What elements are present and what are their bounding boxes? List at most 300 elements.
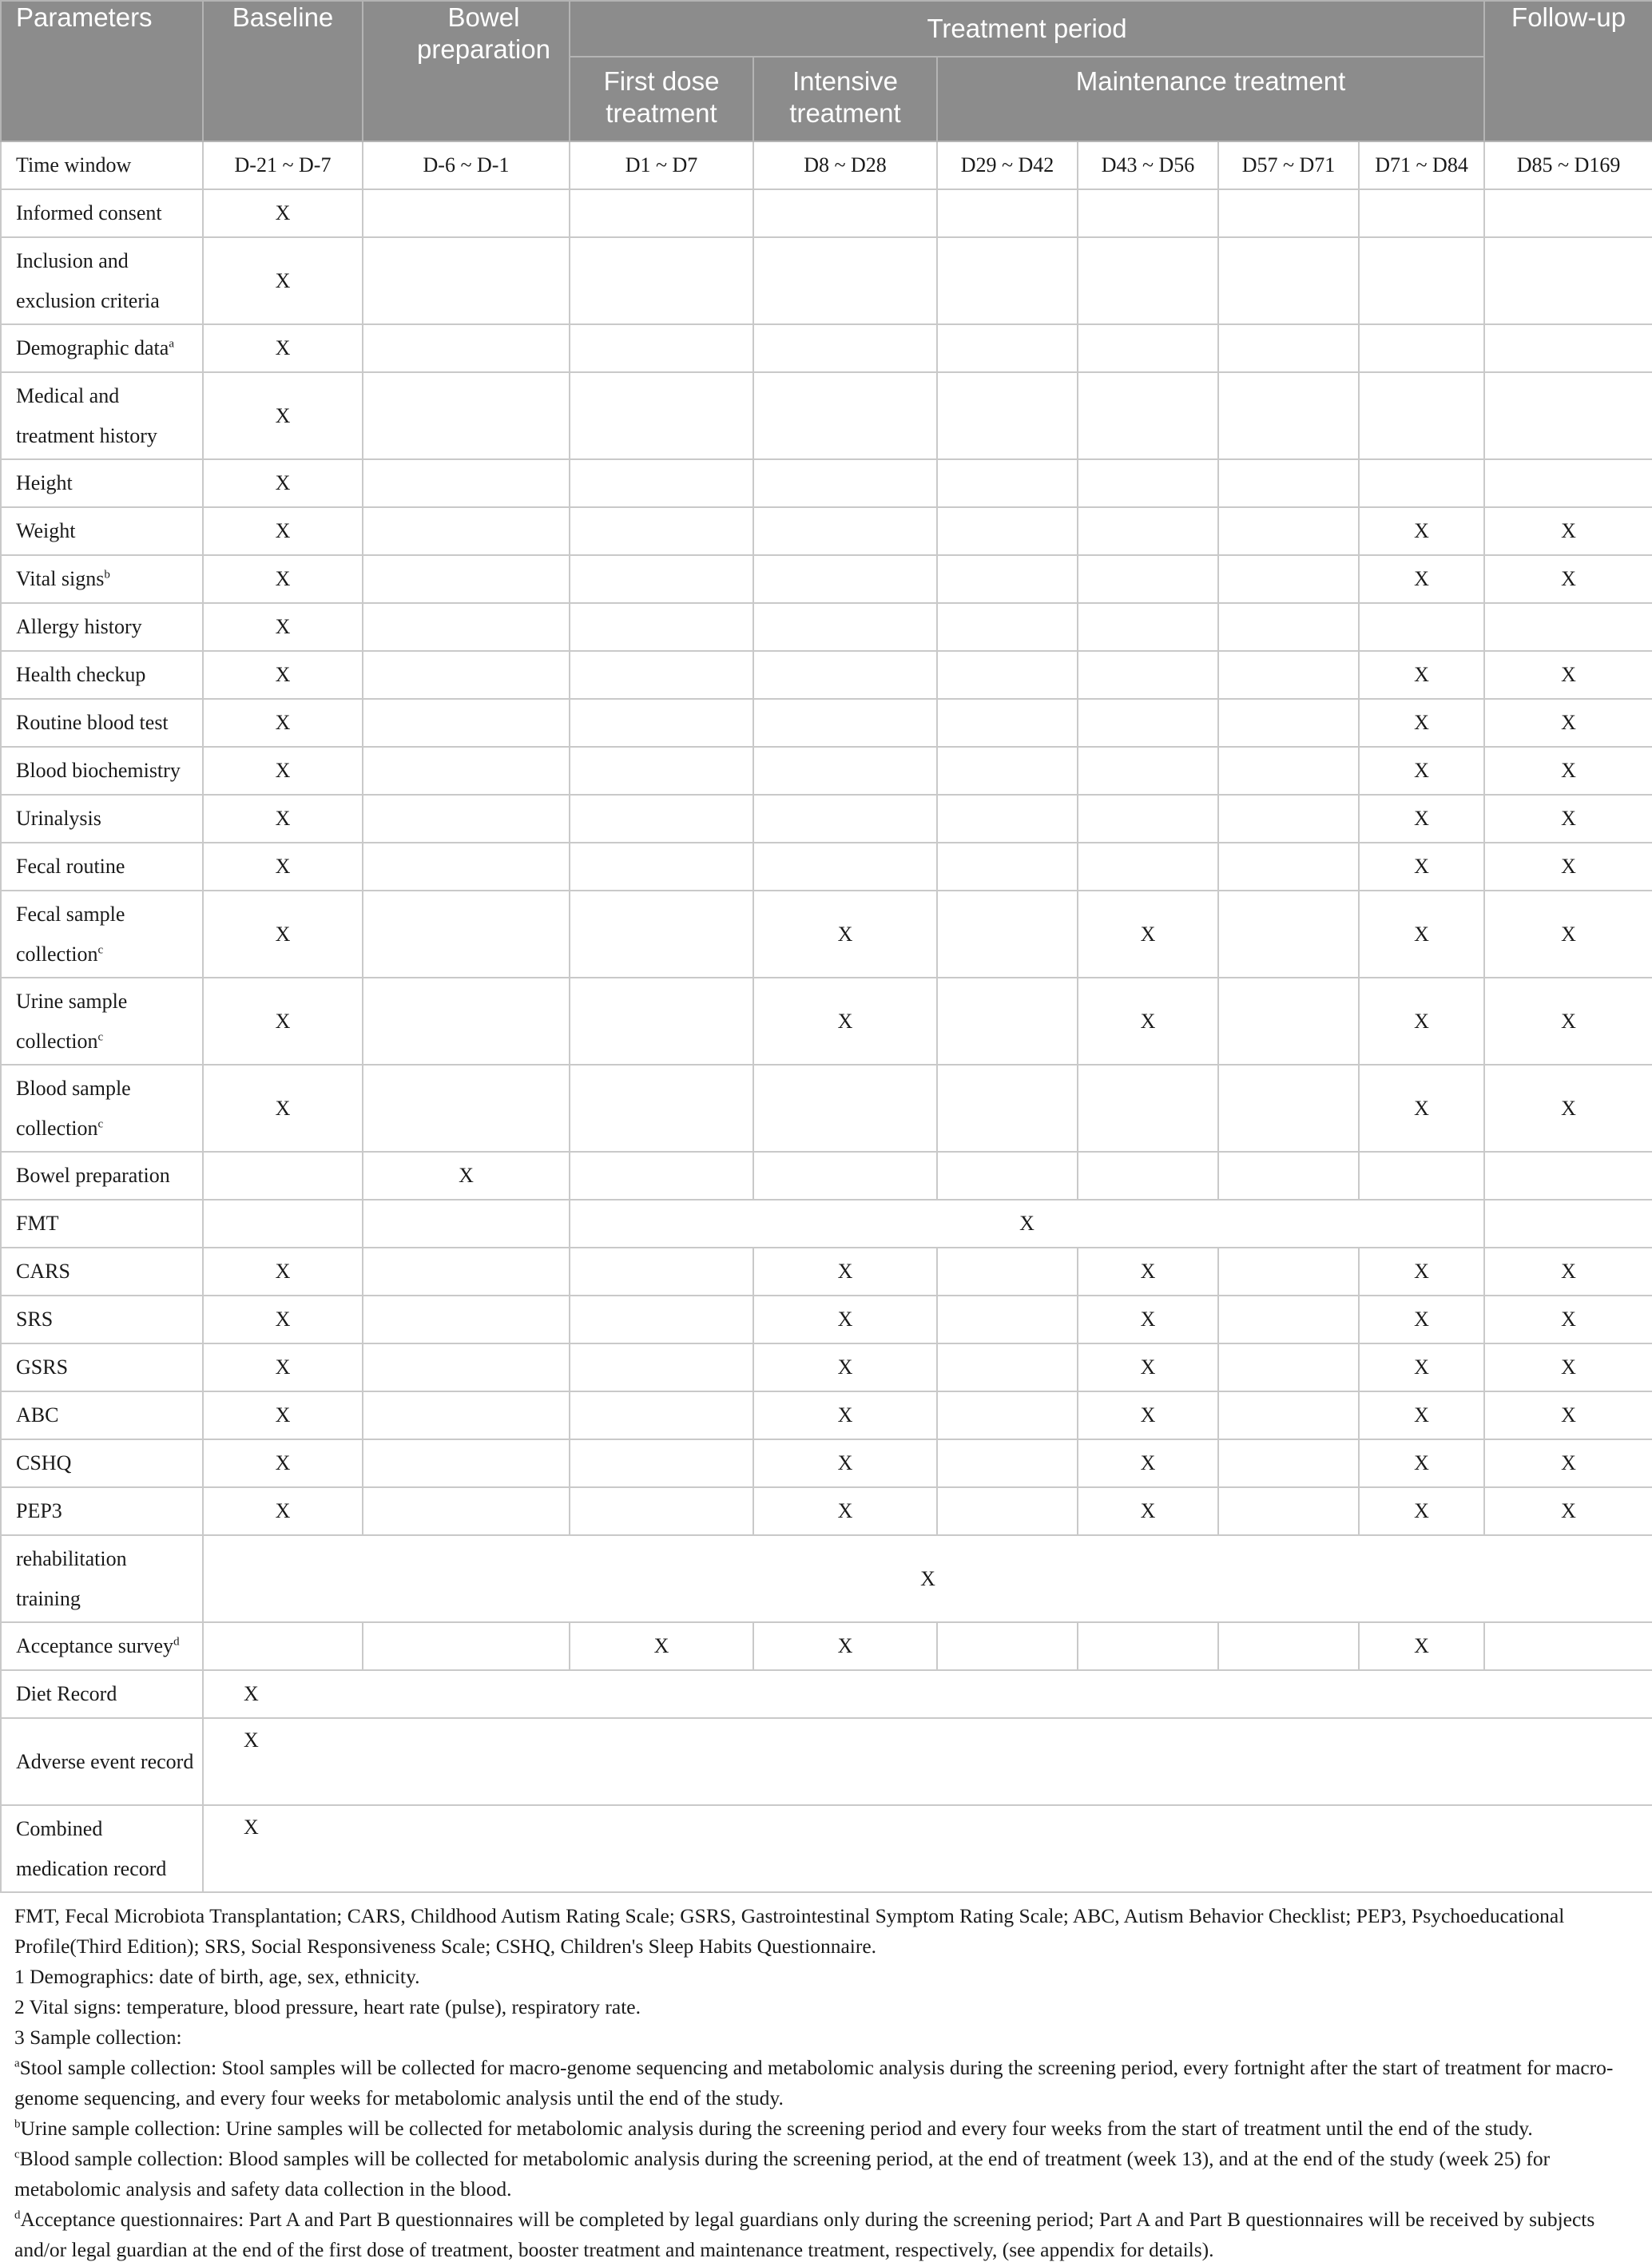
- table-cell: [1218, 1439, 1359, 1487]
- table-cell: [937, 1152, 1078, 1200]
- table-cell: [937, 1248, 1078, 1296]
- table-row: [1, 1622, 1652, 1670]
- table-row: [1, 699, 1652, 747]
- table-cell: X: [753, 1343, 937, 1391]
- table-cell: [363, 1622, 570, 1670]
- table-cell: [1078, 555, 1218, 603]
- table-cell: [363, 843, 570, 891]
- table-cell: X: [1484, 507, 1652, 555]
- footnote-text: 1 Demographics: date of birth, age, sex, ethnicity.: [14, 1965, 420, 1988]
- table-cell: [1078, 699, 1218, 747]
- table-cell: X: [203, 1296, 363, 1343]
- table-cell: X: [1484, 1296, 1652, 1343]
- table-cell: [937, 372, 1078, 459]
- table-cell: X: [1078, 1391, 1218, 1439]
- table-cell: [753, 372, 937, 459]
- row-label: [1, 843, 203, 891]
- row-label-text: PEP3: [16, 1499, 62, 1522]
- table-cell: [570, 324, 753, 372]
- table-cell: [753, 603, 937, 651]
- row-label: [1, 1248, 203, 1296]
- footnote: [14, 2204, 1636, 2265]
- table-cell: X: [203, 507, 363, 555]
- table-cell: [937, 459, 1078, 507]
- table-cell: [363, 555, 570, 603]
- row-label-text: Weight: [16, 519, 76, 542]
- row-label-text: Demographic data: [16, 336, 169, 359]
- row-label: [1, 507, 203, 555]
- table-cell: [753, 555, 937, 603]
- table-cell: X: [203, 1439, 363, 1487]
- table-cell: X: [753, 1487, 937, 1535]
- table-cell: X: [1359, 747, 1484, 795]
- header-follow-up: Follow-up: [1484, 1, 1652, 141]
- table-cell: X: [570, 1622, 753, 1670]
- row-label: [1, 1391, 203, 1439]
- table-cell: X: [203, 978, 363, 1065]
- table-row: [1, 1439, 1652, 1487]
- table-cell: X: [1359, 1439, 1484, 1487]
- table-cell: [1218, 1296, 1359, 1343]
- row-label: [1, 795, 203, 843]
- table-cell: X: [753, 1439, 937, 1487]
- table-cell: X: [1078, 1296, 1218, 1343]
- table-cell: X: [203, 1391, 363, 1439]
- table-cell: [753, 1152, 937, 1200]
- table-cell: [363, 507, 570, 555]
- table-cell: [1359, 459, 1484, 507]
- table-cell: [937, 795, 1078, 843]
- table-cell: [1078, 1065, 1218, 1152]
- table-row: [1, 1065, 1652, 1152]
- header-baseline: Baseline: [203, 1, 363, 141]
- table-row: [1, 1296, 1652, 1343]
- table-cell: [1078, 747, 1218, 795]
- row-label-text: Bowel preparation: [16, 1164, 170, 1187]
- table-cell: X: [1359, 891, 1484, 978]
- table-cell: X: [1484, 555, 1652, 603]
- table-cell: X: [753, 1391, 937, 1439]
- table-cell: [363, 891, 570, 978]
- table-cell: X: [1484, 795, 1652, 843]
- row-label: [1, 141, 203, 189]
- row-label: [1, 747, 203, 795]
- table-cell: [1359, 1152, 1484, 1200]
- table-cell: X: [1359, 795, 1484, 843]
- row-label: [1, 324, 203, 372]
- footnote: [14, 2022, 1636, 2053]
- row-label: [1, 1718, 203, 1805]
- table-cell: [570, 372, 753, 459]
- row-label-text: rehabilitation training: [16, 1546, 127, 1610]
- table-cell: X: [203, 1343, 363, 1391]
- table-cell: [1218, 1487, 1359, 1535]
- row-label-text: CSHQ: [16, 1451, 72, 1474]
- table-cell: X: [203, 699, 363, 747]
- table-cell: X: [1484, 1391, 1652, 1439]
- row-label: [1, 1805, 203, 1892]
- table-cell: [363, 1200, 570, 1248]
- table-cell: [1218, 747, 1359, 795]
- table-cell: [570, 1296, 753, 1343]
- table-cell: [570, 891, 753, 978]
- table-cell: [1218, 843, 1359, 891]
- table-cell: X: [203, 372, 363, 459]
- row-label-text: Blood biochemistry: [16, 759, 181, 782]
- row-label-text: Combined medication record: [16, 1816, 167, 1880]
- row-label-text: Health checkup: [16, 663, 146, 686]
- row-label: [1, 237, 203, 324]
- row-label: [1, 651, 203, 699]
- table-row: [1, 237, 1652, 324]
- table-cell: [1218, 324, 1359, 372]
- header-maintenance: Maintenance treatment: [937, 57, 1484, 141]
- table-cell: [570, 1391, 753, 1439]
- header-first-dose: First dose treatment: [570, 57, 753, 141]
- table-row: [1, 1152, 1652, 1200]
- table-cell: [1078, 651, 1218, 699]
- table-cell: X: [570, 1200, 1484, 1248]
- table-cell: [937, 1391, 1078, 1439]
- table-cell: [1484, 324, 1652, 372]
- table-cell: X: [1359, 699, 1484, 747]
- table-cell: [1359, 189, 1484, 237]
- table-row: [1, 555, 1652, 603]
- footnote-marker: a: [169, 337, 174, 351]
- table-cell: X: [753, 891, 937, 978]
- table-body: [1, 141, 1652, 1892]
- table-cell: X: [753, 1248, 937, 1296]
- row-label-text: SRS: [16, 1308, 54, 1331]
- table-row: [1, 324, 1652, 372]
- table-cell: D29 ~ D42: [937, 141, 1078, 189]
- table-row: [1, 1535, 1652, 1622]
- table-cell: [1359, 237, 1484, 324]
- row-label: [1, 1343, 203, 1391]
- table-row: [1, 978, 1652, 1065]
- table-cell: [203, 1200, 363, 1248]
- table-cell: X: [1359, 1622, 1484, 1670]
- table-cell: [937, 1343, 1078, 1391]
- row-label-text: Blood sample collection: [16, 1076, 131, 1140]
- table-cell: X: [1484, 1439, 1652, 1487]
- table-cell: [1484, 1622, 1652, 1670]
- footnote-text: 2 Vital signs: temperature, blood pressure, heart rate (pulse), respiratory rate.: [14, 1995, 641, 2018]
- row-label-text: Vital signs: [16, 567, 105, 590]
- table-cell: X: [203, 1805, 1652, 1892]
- table-cell: [1078, 507, 1218, 555]
- table-cell: X: [1359, 555, 1484, 603]
- footnote-marker: b: [14, 2117, 21, 2131]
- table-cell: [570, 1152, 753, 1200]
- table-cell: X: [203, 189, 363, 237]
- row-label: [1, 459, 203, 507]
- row-label: [1, 189, 203, 237]
- table-cell: X: [1359, 1343, 1484, 1391]
- table-cell: X: [1359, 1487, 1484, 1535]
- table-cell: [1218, 651, 1359, 699]
- table-cell: X: [1078, 978, 1218, 1065]
- table-row: [1, 795, 1652, 843]
- table-cell: [1078, 372, 1218, 459]
- table-cell: [363, 372, 570, 459]
- table-cell: [937, 1439, 1078, 1487]
- table-cell: X: [753, 1622, 937, 1670]
- row-label-text: Time window: [16, 153, 132, 177]
- table-cell: [753, 507, 937, 555]
- table-cell: [570, 843, 753, 891]
- row-label-text: Height: [16, 471, 73, 494]
- table-cell: [1218, 603, 1359, 651]
- table-cell: X: [753, 978, 937, 1065]
- table-cell: X: [203, 237, 363, 324]
- table-cell: [753, 699, 937, 747]
- table-cell: [1078, 459, 1218, 507]
- row-label-text: Diet Record: [16, 1682, 117, 1705]
- footnote-marker: c: [97, 1030, 104, 1043]
- table-cell: [1359, 324, 1484, 372]
- table-cell: X: [1484, 1487, 1652, 1535]
- table-cell: D-21 ~ D-7: [203, 141, 363, 189]
- row-label-text: CARS: [16, 1260, 70, 1283]
- table-cell: [1484, 1152, 1652, 1200]
- table-cell: X: [203, 843, 363, 891]
- table-row: [1, 141, 1652, 189]
- table-cell: [753, 1065, 937, 1152]
- table-cell: X: [203, 747, 363, 795]
- table-cell: [363, 795, 570, 843]
- table-cell: [1218, 699, 1359, 747]
- table-cell: [570, 1248, 753, 1296]
- table-cell: [1218, 237, 1359, 324]
- table-cell: [570, 603, 753, 651]
- table-cell: [363, 1439, 570, 1487]
- table-cell: [363, 1391, 570, 1439]
- row-label-text: Adverse event record: [16, 1749, 194, 1773]
- table-cell: [937, 237, 1078, 324]
- footnote: [14, 2113, 1636, 2144]
- table-cell: [1359, 372, 1484, 459]
- table-cell: X: [1359, 1296, 1484, 1343]
- table-cell: X: [1078, 1439, 1218, 1487]
- header-intensive: Intensive treatment: [753, 57, 937, 141]
- table-row: [1, 747, 1652, 795]
- table-cell: [570, 651, 753, 699]
- table-row: [1, 459, 1652, 507]
- footnote-marker: b: [104, 568, 110, 581]
- header-treatment-period: Treatment period: [570, 1, 1484, 57]
- row-label: [1, 1535, 203, 1622]
- table-row: [1, 651, 1652, 699]
- table-cell: X: [203, 1248, 363, 1296]
- table-cell: [1484, 603, 1652, 651]
- table-cell: [570, 237, 753, 324]
- row-label-text: Urinalysis: [16, 807, 101, 830]
- table-cell: [1078, 1622, 1218, 1670]
- row-label-text: Medical and treatment history: [16, 383, 157, 447]
- table-cell: X: [363, 1152, 570, 1200]
- row-label: [1, 699, 203, 747]
- table-cell: [937, 891, 1078, 978]
- table-cell: [1484, 459, 1652, 507]
- table-cell: [1218, 555, 1359, 603]
- table-row: [1, 189, 1652, 237]
- footnote-marker: c: [97, 943, 104, 956]
- table-cell: X: [1484, 891, 1652, 978]
- table-cell: X: [1359, 651, 1484, 699]
- table-cell: X: [203, 1670, 1652, 1718]
- table-row: [1, 1805, 1652, 1892]
- table-cell: [363, 747, 570, 795]
- table-cell: X: [203, 324, 363, 372]
- table-cell: X: [1359, 1248, 1484, 1296]
- table-cell: [1218, 1622, 1359, 1670]
- table-cell: [570, 507, 753, 555]
- table-cell: X: [1484, 843, 1652, 891]
- row-label-text: Fecal routine: [16, 855, 125, 878]
- table-footnotes: [14, 1901, 1636, 2265]
- footnote-text: Acceptance questionnaires: Part A and Part B questionnaires will be completed by legal guardians only during the screening period; Part A and Part B questionnaires will be received by subjects and/or legal guardian at the end of the first dose of treatment, booster treatment and maintenance treatment, respectively, (see appendix for details).: [14, 2208, 1595, 2261]
- table-cell: [570, 459, 753, 507]
- row-label-text: ABC: [16, 1403, 59, 1427]
- footnote-marker: a: [14, 2057, 20, 2070]
- table-cell: [363, 1487, 570, 1535]
- header-parameters: Parameters: [1, 1, 203, 141]
- table-cell: X: [1484, 699, 1652, 747]
- table-cell: X: [1359, 843, 1484, 891]
- table-cell: [363, 699, 570, 747]
- table-cell: [1218, 1343, 1359, 1391]
- table-cell: X: [1484, 1248, 1652, 1296]
- table-cell: [1218, 372, 1359, 459]
- row-label: [1, 1065, 203, 1152]
- table-cell: [753, 459, 937, 507]
- table-cell: X: [203, 603, 363, 651]
- table-cell: [937, 324, 1078, 372]
- row-label: [1, 555, 203, 603]
- table-cell: X: [1359, 507, 1484, 555]
- table-cell: [363, 651, 570, 699]
- table-cell: D1 ~ D7: [570, 141, 753, 189]
- table-cell: [1218, 978, 1359, 1065]
- table-cell: X: [203, 891, 363, 978]
- table-cell: X: [1359, 1065, 1484, 1152]
- table-cell: X: [203, 1065, 363, 1152]
- row-label-text: Inclusion and exclusion criteria: [16, 248, 160, 312]
- table-cell: X: [1078, 891, 1218, 978]
- table-row: [1, 843, 1652, 891]
- table-cell: [1218, 891, 1359, 978]
- table-cell: X: [203, 1718, 1652, 1805]
- row-label: [1, 1439, 203, 1487]
- table-cell: [1218, 1152, 1359, 1200]
- table-cell: [1218, 1248, 1359, 1296]
- table-cell: [937, 747, 1078, 795]
- table-header: [1, 1, 1652, 141]
- table-cell: D57 ~ D71: [1218, 141, 1359, 189]
- row-label: [1, 603, 203, 651]
- footnote: [14, 1962, 1636, 1992]
- table-cell: [363, 189, 570, 237]
- row-label: [1, 1152, 203, 1200]
- header-bowel-preparation: Bowel preparation: [363, 1, 570, 141]
- table-cell: [1078, 795, 1218, 843]
- table-cell: [203, 1622, 363, 1670]
- table-cell: [1218, 1391, 1359, 1439]
- table-cell: [937, 1622, 1078, 1670]
- footnote-text: Stool sample collection: Stool samples will be collected for macro-genome sequencing and metabolomic analysis during the screening period, every fortnight after the start of treatment for macro-genome sequencing, and every four weeks for metabolomic analysis until the end of the study.: [14, 2056, 1614, 2109]
- footnote-text: Urine sample collection: Urine samples will be collected for metabolomic analysis during the screening period and every four weeks from the start of treatment until the end of the study.: [20, 2117, 1533, 2140]
- table-cell: [753, 795, 937, 843]
- table-cell: [363, 1248, 570, 1296]
- table-cell: [753, 189, 937, 237]
- row-label: [1, 978, 203, 1065]
- table-cell: [570, 1439, 753, 1487]
- table-cell: D-6 ~ D-1: [363, 141, 570, 189]
- table-cell: [753, 237, 937, 324]
- table-cell: [363, 237, 570, 324]
- table-cell: [937, 603, 1078, 651]
- table-cell: X: [1484, 1343, 1652, 1391]
- footnote-text: 3 Sample collection:: [14, 2026, 182, 2049]
- table-cell: X: [1484, 1065, 1652, 1152]
- row-label-text: Routine blood test: [16, 711, 169, 734]
- table-cell: [1484, 189, 1652, 237]
- table-cell: [937, 843, 1078, 891]
- table-cell: X: [203, 1487, 363, 1535]
- table-row: [1, 891, 1652, 978]
- row-label-text: Fecal sample collection: [16, 902, 125, 966]
- row-label: [1, 1622, 203, 1670]
- table-cell: X: [203, 555, 363, 603]
- table-row: [1, 507, 1652, 555]
- table-cell: [363, 1296, 570, 1343]
- table-cell: [1078, 843, 1218, 891]
- row-label: [1, 1296, 203, 1343]
- footnote: [14, 1901, 1636, 1962]
- table-cell: [1078, 324, 1218, 372]
- table-cell: X: [1078, 1343, 1218, 1391]
- table-cell: [570, 555, 753, 603]
- footnote-marker: d: [173, 1635, 180, 1649]
- table-cell: [937, 651, 1078, 699]
- row-label: [1, 372, 203, 459]
- table-cell: [570, 1487, 753, 1535]
- table-cell: [203, 1152, 363, 1200]
- footnote-marker: c: [14, 2148, 20, 2161]
- table-cell: [570, 1343, 753, 1391]
- table-cell: [753, 843, 937, 891]
- table-cell: [1078, 189, 1218, 237]
- footnote-marker: d: [14, 2208, 21, 2222]
- table-cell: [1218, 507, 1359, 555]
- table-cell: [1218, 795, 1359, 843]
- table-cell: [937, 555, 1078, 603]
- table-cell: [1078, 237, 1218, 324]
- table-cell: [1484, 372, 1652, 459]
- table-row: [1, 1670, 1652, 1718]
- row-label-text: Informed consent: [16, 201, 162, 224]
- table-cell: D71 ~ D84: [1359, 141, 1484, 189]
- table-cell: D8 ~ D28: [753, 141, 937, 189]
- table-cell: [753, 747, 937, 795]
- table-cell: [937, 978, 1078, 1065]
- table-cell: X: [1078, 1248, 1218, 1296]
- footnote-marker: c: [97, 1117, 104, 1130]
- table-cell: X: [203, 651, 363, 699]
- table-cell: [1078, 603, 1218, 651]
- table-row: [1, 1200, 1652, 1248]
